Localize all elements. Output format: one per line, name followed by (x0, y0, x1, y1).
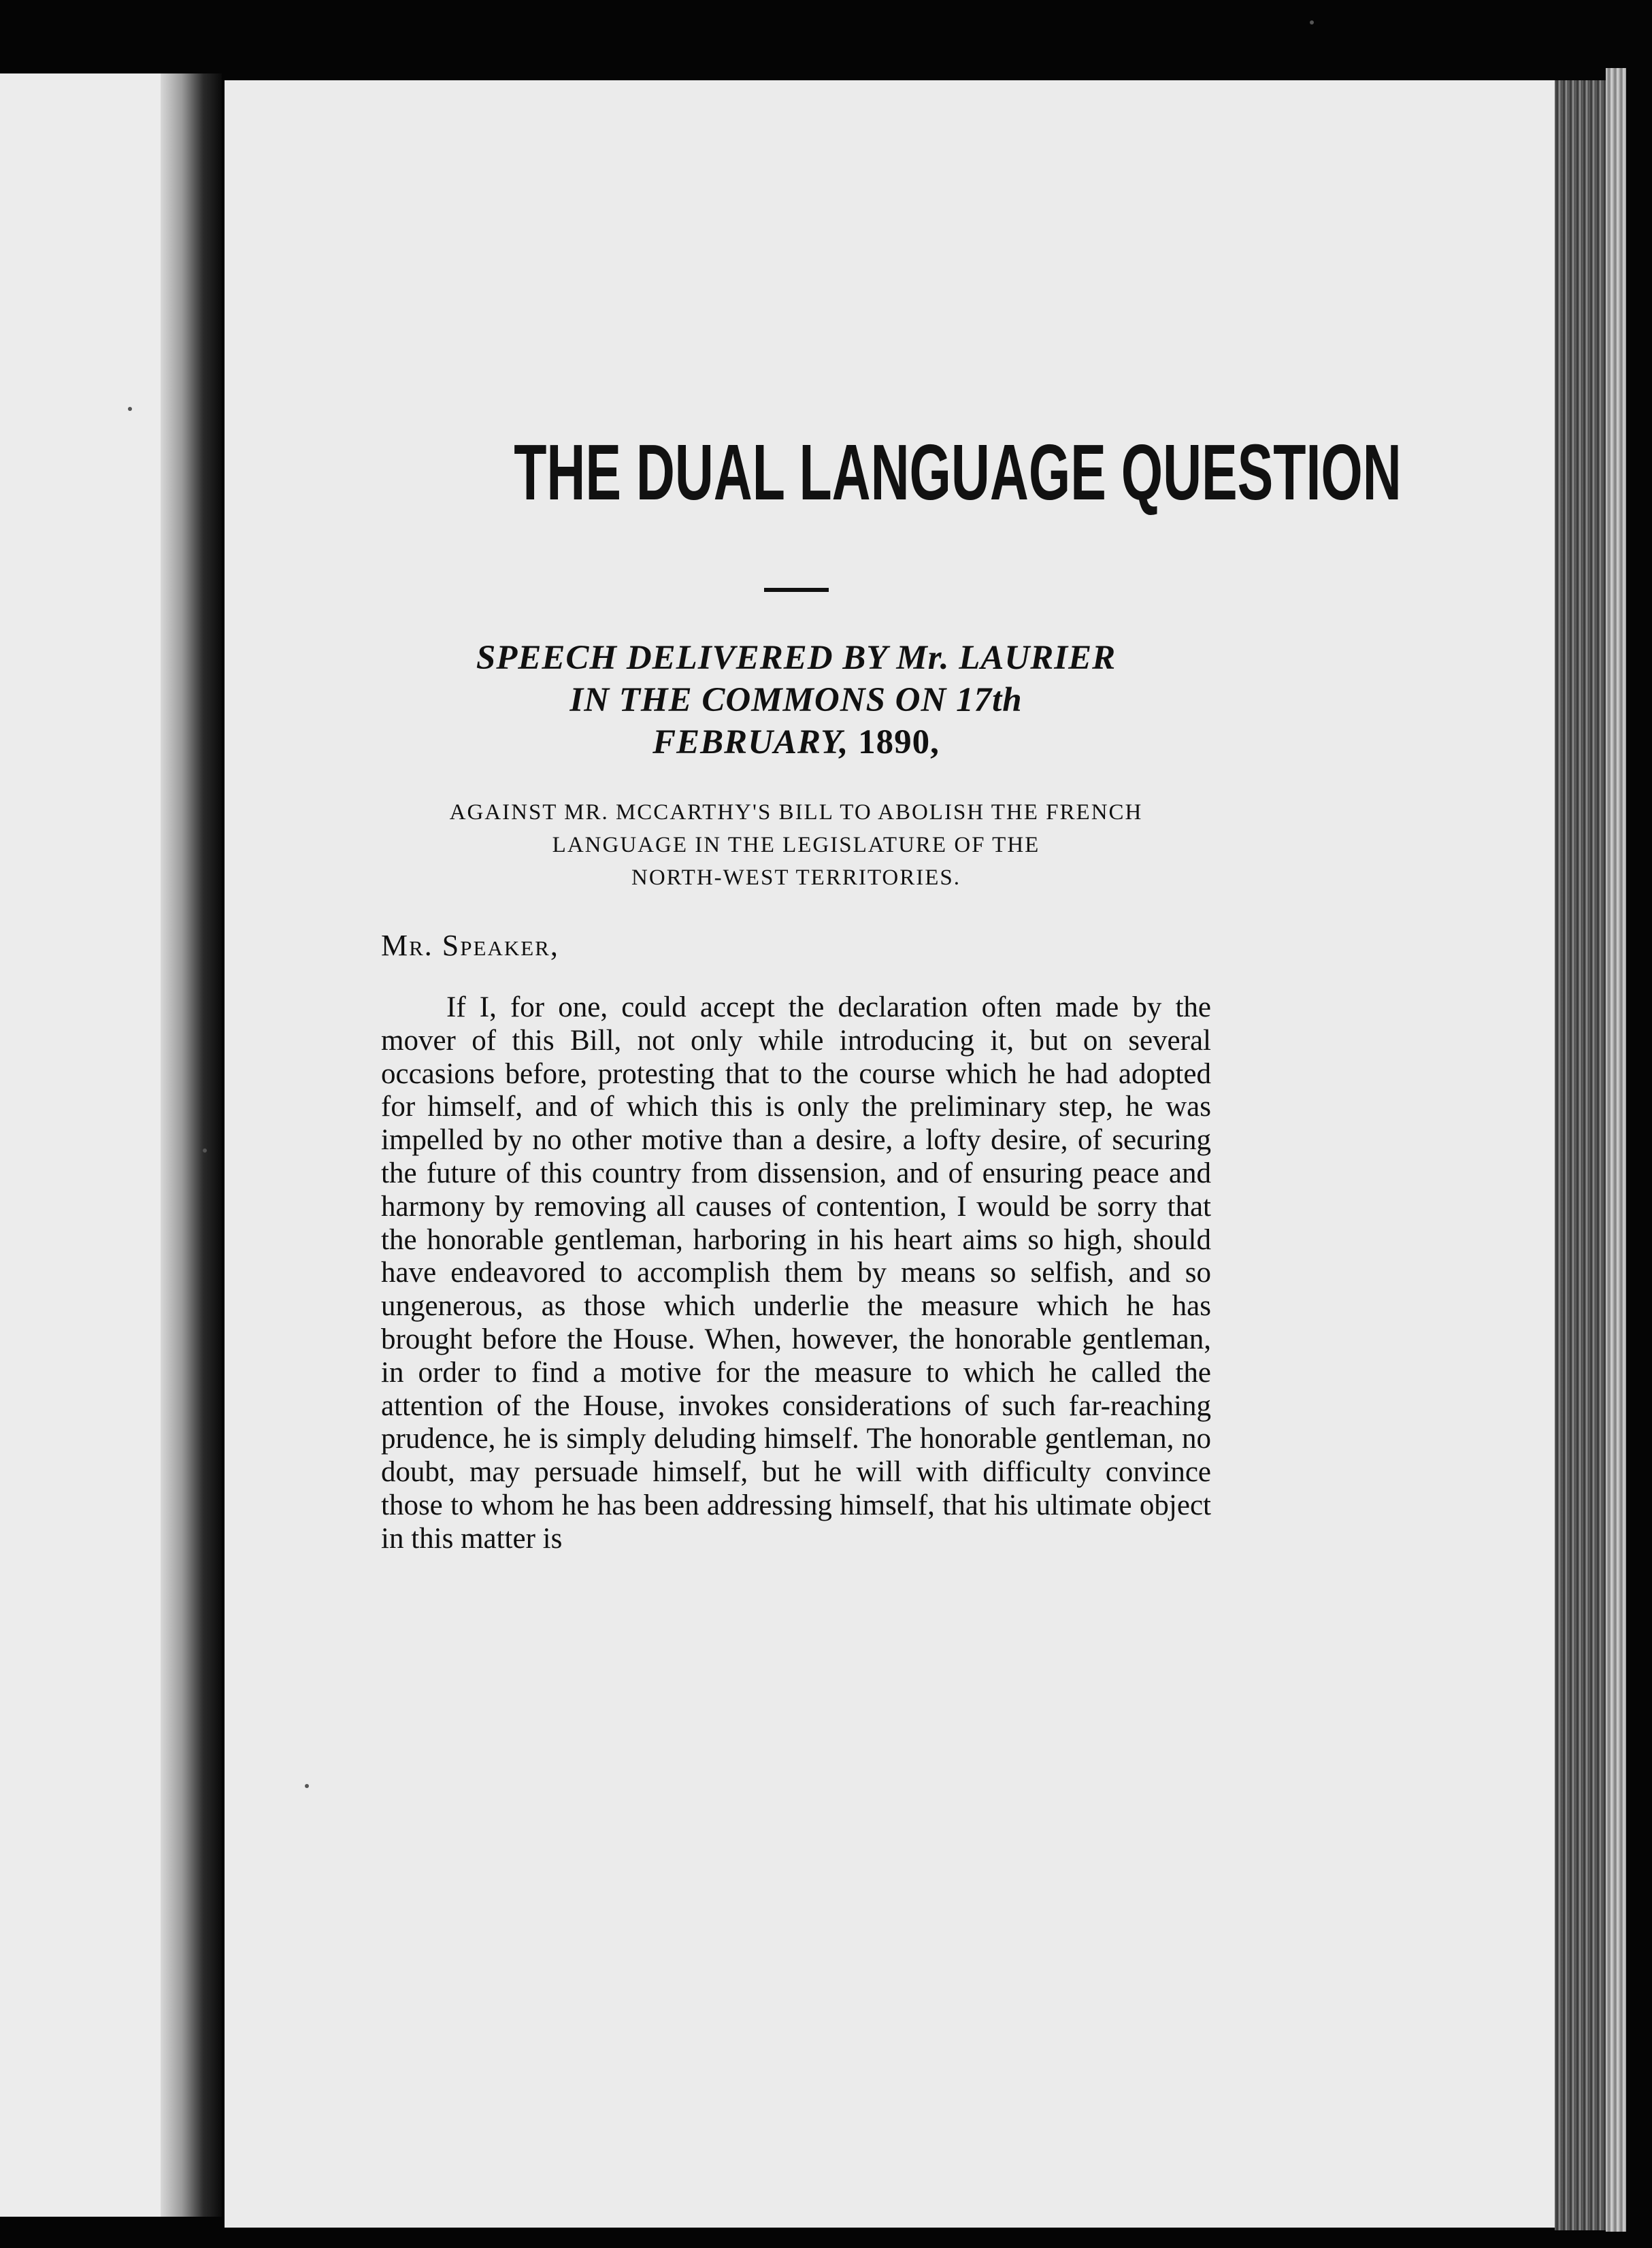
subtitle-line-3 (381, 721, 1211, 763)
scan-speck (305, 1784, 309, 1788)
scan-speck (128, 407, 132, 411)
title-rule (764, 588, 829, 592)
page-content (381, 408, 1402, 1556)
bill-description-line-2: LANGUAGE IN THE LEGISLATURE OF THE (552, 833, 1040, 857)
subtitle-line-2 (381, 679, 1211, 721)
salutation: Mr. Speaker, (381, 929, 559, 962)
subtitle-line-1: SPEECH DELIVERED BY Mr. LAURIER (476, 639, 1117, 677)
subtitle-date: 17th (956, 681, 1023, 719)
speech-paragraph: If I, for one, could accept the declaration often made by the mover of this Bill, not only while introducing it, but on several occasions before, protesting that to the course which he had adopted for himself, and of which this is only the preliminary step, he was impelled by no other motive than a desire, a lofty desire, of securing the future of this country from dissension, and of ensuring peace and harmony by removing all causes of contention, I would be sorry that the honorable gentleman, harboring in his heart aims so high, should have endeavored to accomplish them by means so selfish, and so ungenerous, as those which underlie the measure which he has brought before the House. When, however, the honorable gentleman, in order to find a motive for the measure to which he called the attention of the House, invokes considerations of such far-reaching prudence, he is simply deluding himself. The honorable gentleman, no doubt, may persuade himself, but he will with difficulty convince those to whom he has been addressing himself, that his ultimate object in this matter is (381, 991, 1211, 1555)
cover-edge (1606, 68, 1626, 2232)
subtitle-year: 1890, (858, 723, 940, 761)
page-gutter (161, 73, 222, 2217)
subtitle-line-2-text: IN THE COMMONS ON (569, 681, 947, 719)
bill-description-line-1: AGAINST MR. MCCARTHY'S BILL TO ABOLISH THE FRENCH (449, 800, 1143, 825)
page-stack-edge (1555, 80, 1606, 2230)
speech-subtitle (381, 637, 1211, 763)
bill-description (381, 796, 1211, 894)
scan-speck (203, 1148, 207, 1153)
document-title: THE DUAL LANGUAGE QUESTION (514, 428, 1402, 516)
subtitle-month: FEBRUARY, (652, 723, 849, 761)
bill-description-line-3: NORTH-WEST TERRITORIES. (631, 865, 961, 890)
scan-speck (1310, 20, 1314, 24)
